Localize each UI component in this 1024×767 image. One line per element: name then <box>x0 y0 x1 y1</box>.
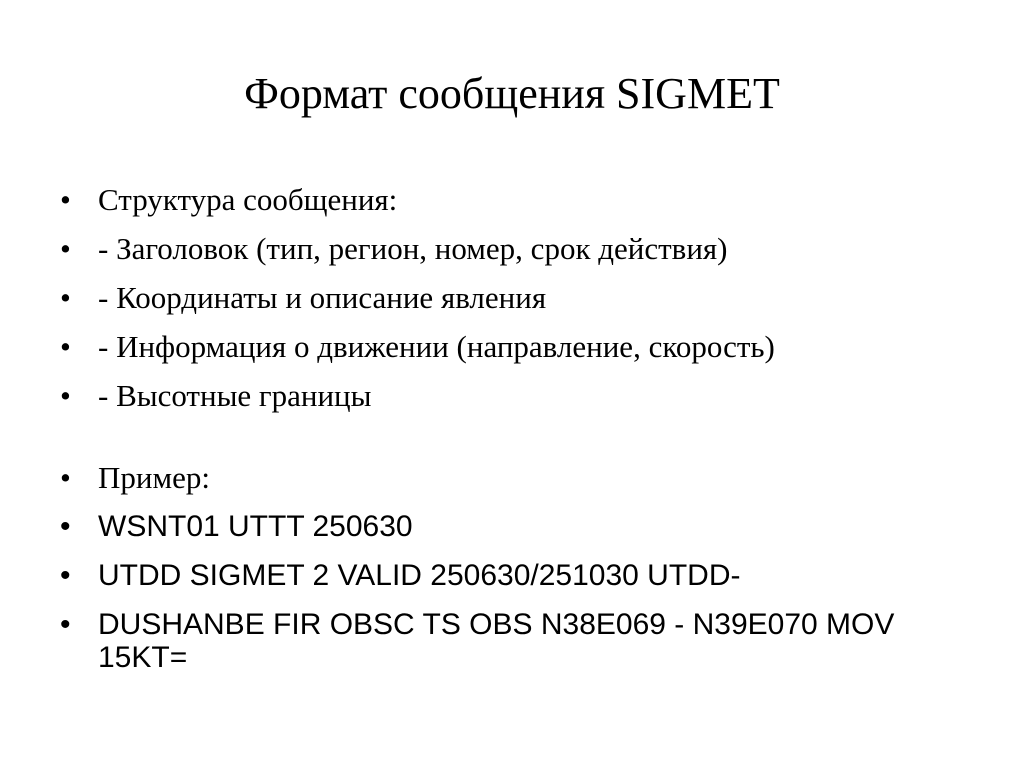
bullet-icon: • <box>60 182 71 217</box>
bullet-icon: • <box>60 460 71 495</box>
bullet-text: Пример: <box>98 460 210 495</box>
bullet-icon: • <box>60 378 71 413</box>
bullet-text: WSNT01 UTTT 250630 <box>98 510 413 543</box>
bullet-item <box>60 461 980 494</box>
bullet-item <box>60 232 980 265</box>
bullet-item <box>60 510 980 543</box>
bullet-text: - Высотные границы <box>98 378 372 413</box>
bullet-item <box>60 559 980 592</box>
bullet-item <box>60 608 980 674</box>
bullet-text: Структура сообщения: <box>98 182 398 217</box>
bullet-item <box>60 379 980 412</box>
bullet-icon: • <box>60 608 71 641</box>
slide-title: Формат сообщения SIGMET <box>244 69 780 118</box>
bullet-icon: • <box>60 231 71 266</box>
bullet-icon: • <box>60 280 71 315</box>
bullet-icon: • <box>60 559 71 592</box>
bullet-icon: • <box>60 329 71 364</box>
bullet-text: UTDD SIGMET 2 VALID 250630/251030 UTDD- <box>98 559 741 592</box>
bullet-text: DUSHANBE FIR OBSC TS OBS N38E069 - N39E070 MOV 15KT= <box>98 608 895 674</box>
bullet-text: - Координаты и описание явления <box>98 280 547 315</box>
bullet-item <box>60 183 980 216</box>
bullet-item <box>60 330 980 363</box>
bullet-text: - Заголовок (тип, регион, номер, срок действия) <box>98 231 728 266</box>
bullet-text: - Информация о движении (направление, скорость) <box>98 329 775 364</box>
bullet-list <box>60 183 980 690</box>
bullet-item <box>60 281 980 314</box>
bullet-icon: • <box>60 510 71 543</box>
